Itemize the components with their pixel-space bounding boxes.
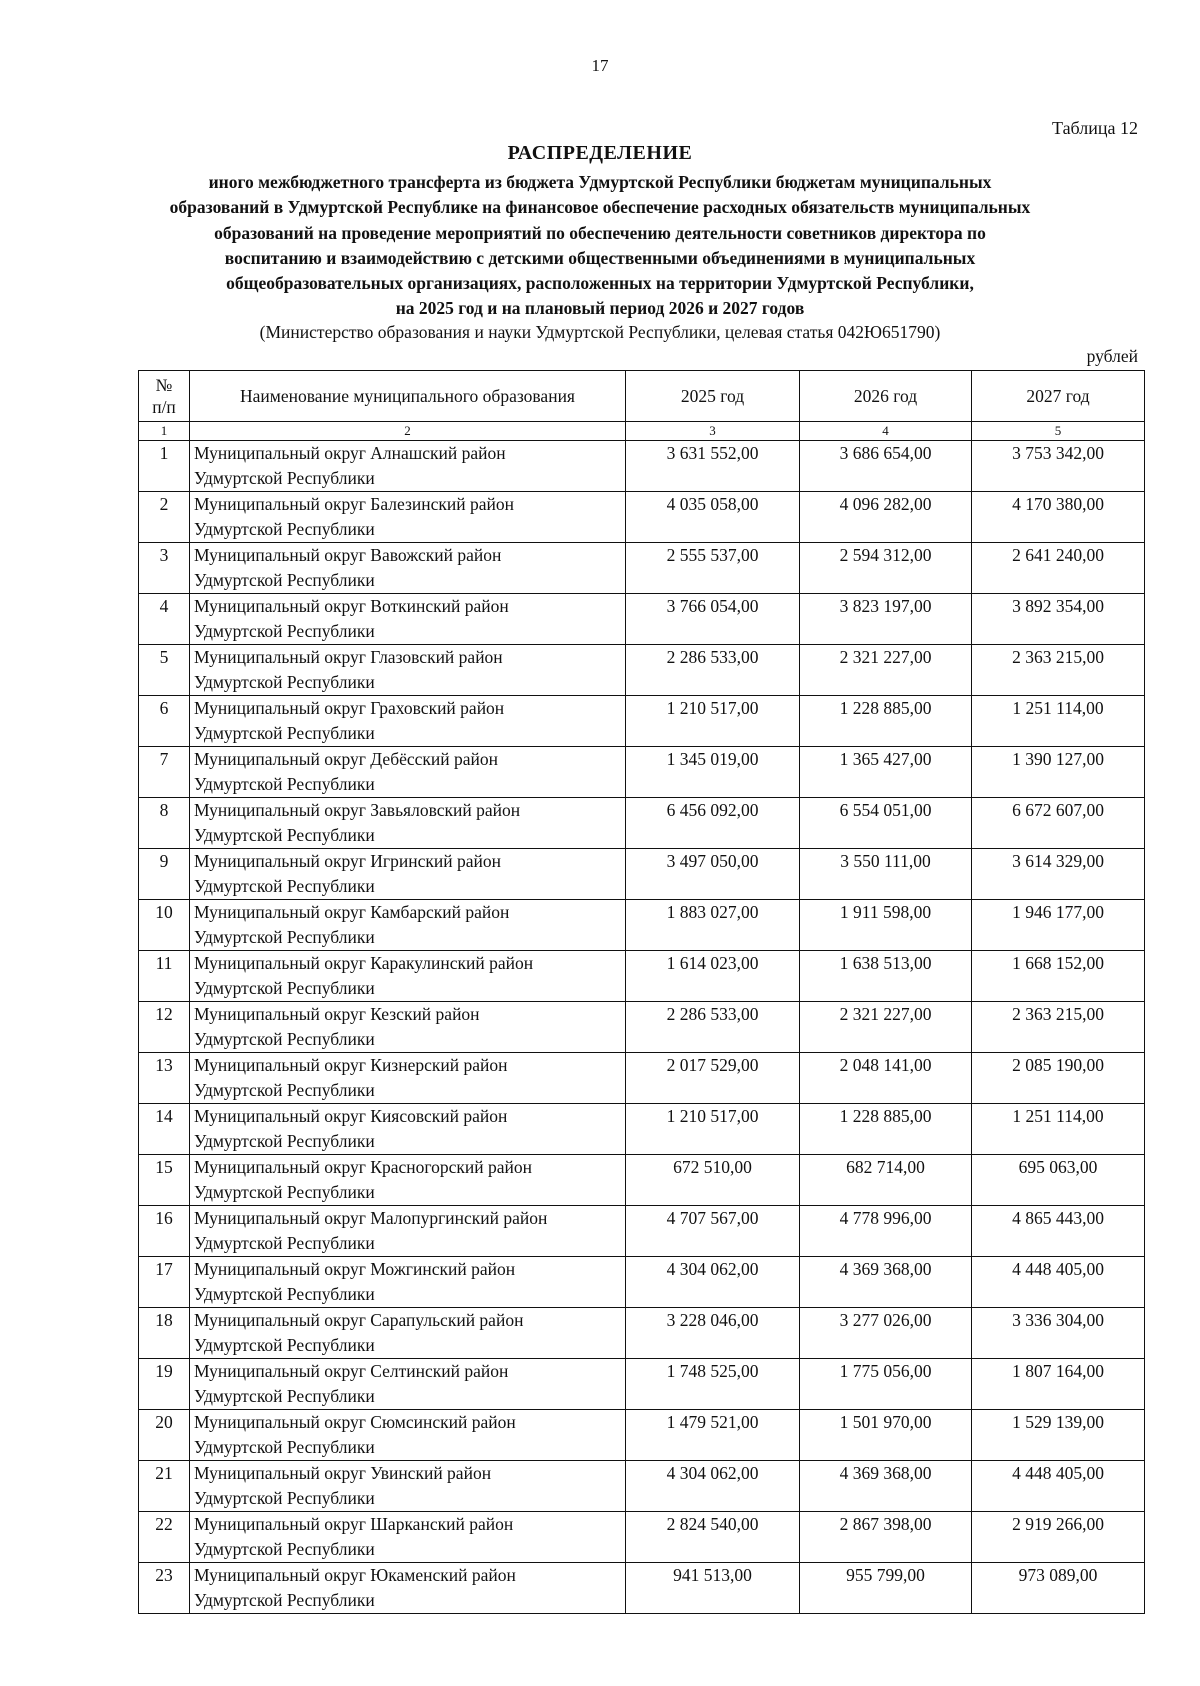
row-number: 22 — [139, 1512, 190, 1563]
table-row — [139, 747, 1145, 798]
value-2027: 2 085 190,00 — [972, 1053, 1145, 1104]
value-2027: 4 865 443,00 — [972, 1206, 1145, 1257]
municipality-region-line: Удмуртской Республики — [194, 1539, 375, 1559]
row-number: 6 — [139, 696, 190, 747]
value-2025: 1 479 521,00 — [626, 1410, 800, 1461]
municipality-name-line: Муниципальный округ Дебёсский район — [194, 749, 499, 769]
row-number: 23 — [139, 1563, 190, 1614]
table-row — [139, 798, 1145, 849]
value-2025: 4 035 058,00 — [626, 492, 800, 543]
value-2026: 1 365 427,00 — [800, 747, 972, 798]
value-2026: 1 228 885,00 — [800, 696, 972, 747]
municipality-region-line: Удмуртской Республики — [194, 774, 375, 794]
value-2027: 6 672 607,00 — [972, 798, 1145, 849]
municipality-region-line: Удмуртской Республики — [194, 1182, 375, 1202]
value-2026: 4 778 996,00 — [800, 1206, 972, 1257]
value-2027: 1 946 177,00 — [972, 900, 1145, 951]
municipality-name — [190, 1002, 626, 1053]
header-number — [139, 371, 190, 422]
municipality-name-line: Муниципальный округ Киясовский район — [194, 1106, 508, 1126]
value-2025: 1 345 019,00 — [626, 747, 800, 798]
municipality-name — [190, 747, 626, 798]
value-2025: 2 286 533,00 — [626, 645, 800, 696]
column-number: 5 — [972, 422, 1145, 441]
value-2026: 2 321 227,00 — [800, 645, 972, 696]
subtitle-line: общеобразовательных организациях, расположенных на территории Удмуртской Республики, — [226, 273, 974, 294]
municipality-region-line: Удмуртской Республики — [194, 1437, 375, 1457]
units-label: рублей — [1086, 346, 1138, 366]
municipality-name — [190, 645, 626, 696]
municipality-name-line: Муниципальный округ Глазовский район — [194, 647, 503, 667]
row-number: 15 — [139, 1155, 190, 1206]
value-2025: 2 017 529,00 — [626, 1053, 800, 1104]
table-row — [139, 900, 1145, 951]
table-row — [139, 543, 1145, 594]
municipality-name-line: Муниципальный округ Красногорский район — [194, 1157, 532, 1177]
municipality-name — [190, 1461, 626, 1512]
value-2026: 2 594 312,00 — [800, 543, 972, 594]
page-number: 17 — [591, 56, 609, 75]
value-2027: 1 529 139,00 — [972, 1410, 1145, 1461]
value-2026: 3 550 111,00 — [800, 849, 972, 900]
value-2027: 973 089,00 — [972, 1563, 1145, 1614]
value-2026: 682 714,00 — [800, 1155, 972, 1206]
municipality-name — [190, 594, 626, 645]
value-2025: 672 510,00 — [626, 1155, 800, 1206]
municipality-name-line: Муниципальный округ Алнашский район — [194, 443, 506, 463]
table-row — [139, 1206, 1145, 1257]
municipality-region-line: Удмуртской Республики — [194, 927, 375, 947]
value-2025: 3 631 552,00 — [626, 441, 800, 492]
municipality-name-line: Муниципальный округ Вавожский район — [194, 545, 502, 565]
municipality-name-line: Муниципальный округ Граховский район — [194, 698, 505, 718]
ministry-note: (Министерство образования и науки Удмуртской Республики, целевая статья 042Ю651790) — [259, 322, 941, 342]
value-2027: 1 668 152,00 — [972, 951, 1145, 1002]
municipality-name — [190, 1206, 626, 1257]
table-label: Таблица 12 — [1052, 118, 1138, 138]
municipality-name-line: Муниципальный округ Завьяловский район — [194, 800, 521, 820]
value-2026: 1 501 970,00 — [800, 1410, 972, 1461]
row-number: 18 — [139, 1308, 190, 1359]
value-2025: 4 304 062,00 — [626, 1257, 800, 1308]
value-2025: 1 748 525,00 — [626, 1359, 800, 1410]
municipality-name-line: Муниципальный округ Каракулинский район — [194, 953, 534, 973]
value-2026: 4 096 282,00 — [800, 492, 972, 543]
value-2025: 4 707 567,00 — [626, 1206, 800, 1257]
row-number: 3 — [139, 543, 190, 594]
header-2027: 2027 год — [972, 371, 1145, 422]
value-2027: 2 919 266,00 — [972, 1512, 1145, 1563]
municipality-name — [190, 441, 626, 492]
value-2027: 1 251 114,00 — [972, 1104, 1145, 1155]
row-number: 10 — [139, 900, 190, 951]
municipality-region-line: Удмуртской Республики — [194, 1386, 375, 1406]
municipality-region-line: Удмуртской Республики — [194, 1590, 375, 1610]
municipality-name-line: Муниципальный округ Малопургинский район — [194, 1208, 548, 1228]
subtitle-line: воспитанию и взаимодействию с детскими общественными объединениями в муниципальных — [224, 247, 976, 268]
row-number: 4 — [139, 594, 190, 645]
row-number: 14 — [139, 1104, 190, 1155]
table-row — [139, 1155, 1145, 1206]
row-number: 13 — [139, 1053, 190, 1104]
municipality-region-line: Удмуртской Республики — [194, 1335, 375, 1355]
value-2027: 2 363 215,00 — [972, 645, 1145, 696]
value-2025: 6 456 092,00 — [626, 798, 800, 849]
value-2027: 3 892 354,00 — [972, 594, 1145, 645]
value-2026: 1 228 885,00 — [800, 1104, 972, 1155]
municipality-region-line: Удмуртской Республики — [194, 876, 375, 896]
row-number: 8 — [139, 798, 190, 849]
value-2025: 3 766 054,00 — [626, 594, 800, 645]
row-number: 21 — [139, 1461, 190, 1512]
municipality-name-line: Муниципальный округ Балезинский район — [194, 494, 514, 514]
table-row — [139, 441, 1145, 492]
value-2025: 1 883 027,00 — [626, 900, 800, 951]
row-number: 5 — [139, 645, 190, 696]
table-row — [139, 1461, 1145, 1512]
municipality-name-line: Муниципальный округ Камбарский район — [194, 902, 510, 922]
table-row — [139, 1359, 1145, 1410]
value-2026: 1 638 513,00 — [800, 951, 972, 1002]
header-number-sign: № — [155, 375, 173, 395]
municipality-name-line: Муниципальный округ Воткинский район — [194, 596, 509, 616]
value-2026: 4 369 368,00 — [800, 1257, 972, 1308]
municipality-name — [190, 1563, 626, 1614]
value-2027: 1 807 164,00 — [972, 1359, 1145, 1410]
subtitle-line: на 2025 год и на плановый период 2026 и 2027 годов — [395, 298, 805, 319]
table-row — [139, 951, 1145, 1002]
municipality-region-line: Удмуртской Республики — [194, 468, 375, 488]
value-2026: 1 775 056,00 — [800, 1359, 972, 1410]
municipality-region-line: Удмуртской Республики — [194, 1080, 375, 1100]
column-number: 3 — [626, 422, 800, 441]
municipality-name — [190, 900, 626, 951]
municipality-name-line: Муниципальный округ Кезский район — [194, 1004, 480, 1024]
row-number: 17 — [139, 1257, 190, 1308]
municipality-name-line: Муниципальный округ Увинский район — [194, 1463, 492, 1483]
municipality-name — [190, 1359, 626, 1410]
municipality-name — [190, 1104, 626, 1155]
value-2025: 941 513,00 — [626, 1563, 800, 1614]
municipality-name — [190, 798, 626, 849]
table-row — [139, 492, 1145, 543]
value-2026: 2 867 398,00 — [800, 1512, 972, 1563]
municipality-region-line: Удмуртской Республики — [194, 723, 375, 743]
municipality-name-line: Муниципальный округ Шарканский район — [194, 1514, 514, 1534]
table-row — [139, 849, 1145, 900]
value-2026: 1 911 598,00 — [800, 900, 972, 951]
value-2025: 1 210 517,00 — [626, 1104, 800, 1155]
value-2026: 3 823 197,00 — [800, 594, 972, 645]
value-2027: 4 448 405,00 — [972, 1257, 1145, 1308]
municipality-region-line: Удмуртской Республики — [194, 1131, 375, 1151]
municipality-name-line: Муниципальный округ Игринский район — [194, 851, 501, 871]
value-2026: 6 554 051,00 — [800, 798, 972, 849]
header-name: Наименование муниципального образования — [190, 371, 626, 422]
column-number: 1 — [139, 422, 190, 441]
value-2027: 2 641 240,00 — [972, 543, 1145, 594]
value-2026: 3 686 654,00 — [800, 441, 972, 492]
municipality-region-line: Удмуртской Республики — [194, 672, 375, 692]
value-2027: 4 170 380,00 — [972, 492, 1145, 543]
table-row — [139, 1410, 1145, 1461]
row-number: 20 — [139, 1410, 190, 1461]
municipality-region-line: Удмуртской Республики — [194, 1029, 375, 1049]
value-2026: 4 369 368,00 — [800, 1461, 972, 1512]
column-number: 4 — [800, 422, 972, 441]
row-number: 7 — [139, 747, 190, 798]
municipality-region-line: Удмуртской Республики — [194, 570, 375, 590]
value-2027: 2 363 215,00 — [972, 1002, 1145, 1053]
row-number: 16 — [139, 1206, 190, 1257]
value-2027: 3 336 304,00 — [972, 1308, 1145, 1359]
table-row — [139, 1002, 1145, 1053]
municipality-name — [190, 849, 626, 900]
table-header-row — [139, 371, 1145, 422]
municipality-name — [190, 1257, 626, 1308]
value-2026: 3 277 026,00 — [800, 1308, 972, 1359]
row-number: 12 — [139, 1002, 190, 1053]
municipality-region-line: Удмуртской Республики — [194, 1488, 375, 1508]
table-row — [139, 696, 1145, 747]
table-row — [139, 1257, 1145, 1308]
municipality-name — [190, 1053, 626, 1104]
column-number-row — [139, 422, 1145, 441]
value-2026: 2 048 141,00 — [800, 1053, 972, 1104]
municipality-region-line: Удмуртской Республики — [194, 621, 375, 641]
municipality-name-line: Муниципальный округ Можгинский район — [194, 1259, 516, 1279]
row-number: 1 — [139, 441, 190, 492]
municipality-name-line: Муниципальный округ Юкаменский район — [194, 1565, 516, 1585]
municipality-region-line: Удмуртской Республики — [194, 1233, 375, 1253]
municipality-region-line: Удмуртской Республики — [194, 825, 375, 845]
value-2025: 1 614 023,00 — [626, 951, 800, 1002]
value-2025: 2 555 537,00 — [626, 543, 800, 594]
municipality-name — [190, 1308, 626, 1359]
value-2025: 4 304 062,00 — [626, 1461, 800, 1512]
municipality-region-line: Удмуртской Республики — [194, 1284, 375, 1304]
table-row — [139, 1053, 1145, 1104]
subtitle-line: образований в Удмуртской Республике на финансовое обеспечение расходных обязательств муниципальных — [169, 197, 1031, 218]
value-2025: 1 210 517,00 — [626, 696, 800, 747]
value-2025: 3 497 050,00 — [626, 849, 800, 900]
row-number: 9 — [139, 849, 190, 900]
municipality-name — [190, 696, 626, 747]
table-row — [139, 645, 1145, 696]
value-2025: 2 286 533,00 — [626, 1002, 800, 1053]
municipality-name — [190, 492, 626, 543]
municipality-name — [190, 543, 626, 594]
row-number: 19 — [139, 1359, 190, 1410]
distribution-table — [138, 370, 1145, 1614]
value-2027: 695 063,00 — [972, 1155, 1145, 1206]
municipality-name-line: Муниципальный округ Сюмсинский район — [194, 1412, 516, 1432]
row-number: 2 — [139, 492, 190, 543]
value-2027: 4 448 405,00 — [972, 1461, 1145, 1512]
value-2027: 3 753 342,00 — [972, 441, 1145, 492]
document-title: РАСПРЕДЕЛЕНИЕ — [507, 142, 693, 164]
municipality-name-line: Муниципальный округ Кизнерский район — [194, 1055, 508, 1075]
municipality-name — [190, 1410, 626, 1461]
table-row — [139, 594, 1145, 645]
row-number: 11 — [139, 951, 190, 1002]
column-number: 2 — [190, 422, 626, 441]
value-2027: 3 614 329,00 — [972, 849, 1145, 900]
municipality-name-line: Муниципальный округ Сарапульский район — [194, 1310, 524, 1330]
header-number-pp: п/п — [152, 397, 176, 417]
table-row — [139, 1104, 1145, 1155]
municipality-name-line: Муниципальный округ Селтинский район — [194, 1361, 509, 1381]
subtitle-line: образований на проведение мероприятий по обеспечению деятельности советников директора по — [214, 222, 986, 243]
value-2027: 1 390 127,00 — [972, 747, 1145, 798]
value-2027: 1 251 114,00 — [972, 696, 1145, 747]
municipality-name — [190, 1512, 626, 1563]
value-2026: 955 799,00 — [800, 1563, 972, 1614]
municipality-region-line: Удмуртской Республики — [194, 978, 375, 998]
header-2025: 2025 год — [626, 371, 800, 422]
municipality-name — [190, 951, 626, 1002]
municipality-region-line: Удмуртской Республики — [194, 519, 375, 539]
value-2026: 2 321 227,00 — [800, 1002, 972, 1053]
municipality-name — [190, 1155, 626, 1206]
document-subtitle — [130, 170, 1070, 322]
value-2025: 2 824 540,00 — [626, 1512, 800, 1563]
header-2026: 2026 год — [800, 371, 972, 422]
value-2025: 3 228 046,00 — [626, 1308, 800, 1359]
table-row — [139, 1512, 1145, 1563]
table-row — [139, 1308, 1145, 1359]
table-row — [139, 1563, 1145, 1614]
subtitle-line: иного межбюджетного трансферта из бюджета Удмуртской Республики бюджетам муниципальных — [208, 172, 992, 192]
